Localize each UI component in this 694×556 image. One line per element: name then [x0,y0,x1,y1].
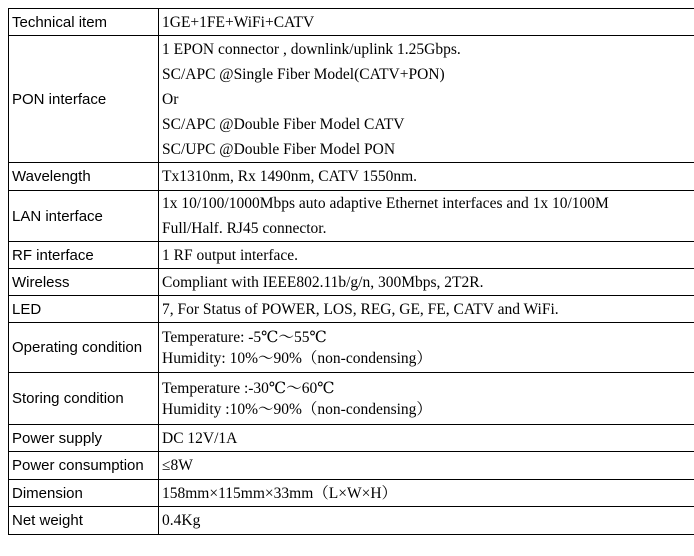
value-line: Humidity :10%～90%（non-condensing） [162,400,432,418]
value-line: SC/APC @Double Fiber Model CATV [162,115,405,133]
table-row [9,452,694,480]
value-line: Or [162,90,179,108]
value-line: Temperature: -5℃～55℃ [162,328,327,346]
row-label: Power consumption [9,452,159,480]
table-row [9,425,694,452]
value-line: 0.4Kg [162,512,201,529]
row-value [159,480,694,507]
row-label: Wavelength [9,163,159,191]
row-value [159,507,694,535]
value-line: DC 12V/1A [162,429,238,447]
table-row [9,191,694,242]
row-label: LED [9,296,159,323]
table-row [9,36,694,163]
table-row [9,269,694,296]
row-value [159,36,694,163]
row-label: LAN interface [9,191,159,242]
row-value [159,323,694,373]
value-line: Compliant with IEEE802.11b/g/n, 300Mbps, 2T2R. [162,273,484,291]
value-line: 1 EPON connector , downlink/uplink 1.25Gbps. [162,40,461,58]
row-value [159,373,694,425]
row-value [159,163,694,191]
row-label: PON interface [9,36,159,163]
value-line: 7, For Status of POWER, LOS, REG, GE, FE, CATV and WiFi. [162,300,559,318]
value-line: SC/APC @Single Fiber Model(CATV+PON) [162,65,445,83]
row-value [159,269,694,296]
row-label: Net weight [9,507,159,535]
table-row [9,9,694,36]
value-line: SC/UPC @Double Fiber Model PON [162,140,396,158]
value-line: Full/Half. RJ45 connector. [162,220,327,237]
row-value [159,452,694,480]
table-row [9,242,694,269]
row-label: RF interface [9,242,159,269]
table-row [9,323,694,373]
row-label: Technical item [9,9,159,36]
spec-table-body [9,9,694,535]
row-label: Power supply [9,425,159,452]
table-row [9,480,694,507]
table-row [9,373,694,425]
value-line: 1GE+1FE+WiFi+CATV [162,13,315,31]
row-value [159,296,694,323]
value-line: 1 RF output interface. [162,246,299,264]
row-label: Dimension [9,480,159,507]
row-label: Storing condition [9,373,159,425]
value-line: Humidity: 10%～90%（non-condensing） [162,349,432,367]
value-line: 158mm×115mm×33mm（L×W×H） [162,484,398,502]
row-value [159,242,694,269]
table-row [9,163,694,191]
row-value [159,191,694,242]
table-row [9,507,694,535]
row-value [159,9,694,36]
value-line: 1x 10/100/1000Mbps auto adaptive Ethernet interfaces and 1x 10/100M [162,195,609,212]
value-line: Temperature :-30℃～60℃ [162,379,335,397]
row-value [159,425,694,452]
value-line: Tx1310nm, Rx 1490nm, CATV 1550nm. [162,168,418,185]
spec-table [8,8,694,535]
row-label: Wireless [9,269,159,296]
table-row [9,296,694,323]
value-line: ≤8W [162,457,193,474]
row-label: Operating condition [9,323,159,373]
